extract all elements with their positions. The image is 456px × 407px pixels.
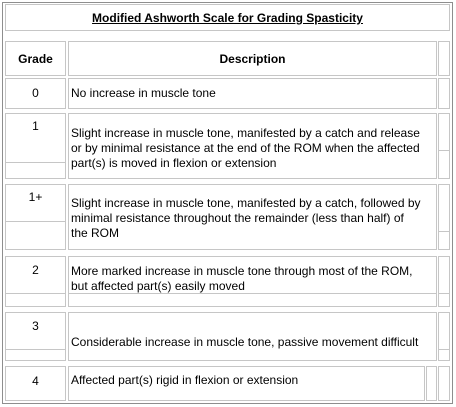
table-title-bar: [5, 4, 450, 31]
grade-cell-2: [5, 256, 66, 307]
description-line: Slight increase in muscle tone, manifested by a catch, followed by: [71, 196, 421, 210]
spacer-cell-2: [438, 256, 450, 307]
description-cell-3: [68, 312, 437, 361]
header-grade: [5, 41, 66, 76]
grade-cell-1: [5, 113, 66, 179]
description-line: the ROM: [71, 226, 120, 240]
grade-cell-0: [5, 78, 66, 109]
description-cell-1plus: [68, 184, 437, 250]
grade-value: 1: [32, 119, 39, 133]
spacer-cell-3: [438, 312, 450, 361]
grade-cell-4: [5, 366, 66, 401]
spacer-cell-1: [438, 113, 450, 179]
grade-value: 4: [32, 374, 39, 388]
description-line: minimal resistance throughout the remainder (less than half) of: [71, 211, 404, 225]
spacer-cell-4a: [426, 366, 437, 401]
description-line: Slight increase in muscle tone, manifested by a catch and release: [71, 126, 420, 140]
description-line: or by minimal resistance at the end of the ROM when the affected: [71, 141, 420, 155]
description-cell-0: [68, 78, 437, 109]
header-spacer: [438, 41, 450, 76]
grade-value: 3: [32, 319, 39, 333]
description-line: No increase in muscle tone: [71, 86, 216, 100]
description-line: Affected part(s) rigid in flexion or extension: [71, 373, 299, 387]
grade-value: 2: [32, 263, 39, 277]
spacer-cell-4b: [438, 366, 450, 401]
description-cell-1: [68, 113, 437, 179]
description-cell-2: [68, 256, 437, 307]
table-title: Modified Ashworth Scale for Grading Spasticity: [92, 11, 363, 25]
grade-value: 1+: [28, 190, 43, 204]
spacer-cell-1plus: [438, 184, 450, 250]
header-description: [68, 41, 437, 76]
grade-cell-3: [5, 312, 66, 361]
description-line: part(s) is moved in flexion or extension: [71, 156, 277, 170]
description-cell-4: [68, 366, 425, 401]
description-line: but affected part(s) easily moved: [71, 279, 245, 293]
grade-value: 0: [32, 86, 39, 100]
grade-cell-1plus: [5, 184, 66, 250]
header-description-label: Description: [219, 52, 286, 66]
description-line: Considerable increase in muscle tone, passive movement difficult: [71, 335, 419, 349]
spacer-cell-0: [438, 78, 450, 109]
description-line: More marked increase in muscle tone through most of the ROM,: [71, 264, 413, 278]
header-grade-label: Grade: [18, 52, 53, 66]
